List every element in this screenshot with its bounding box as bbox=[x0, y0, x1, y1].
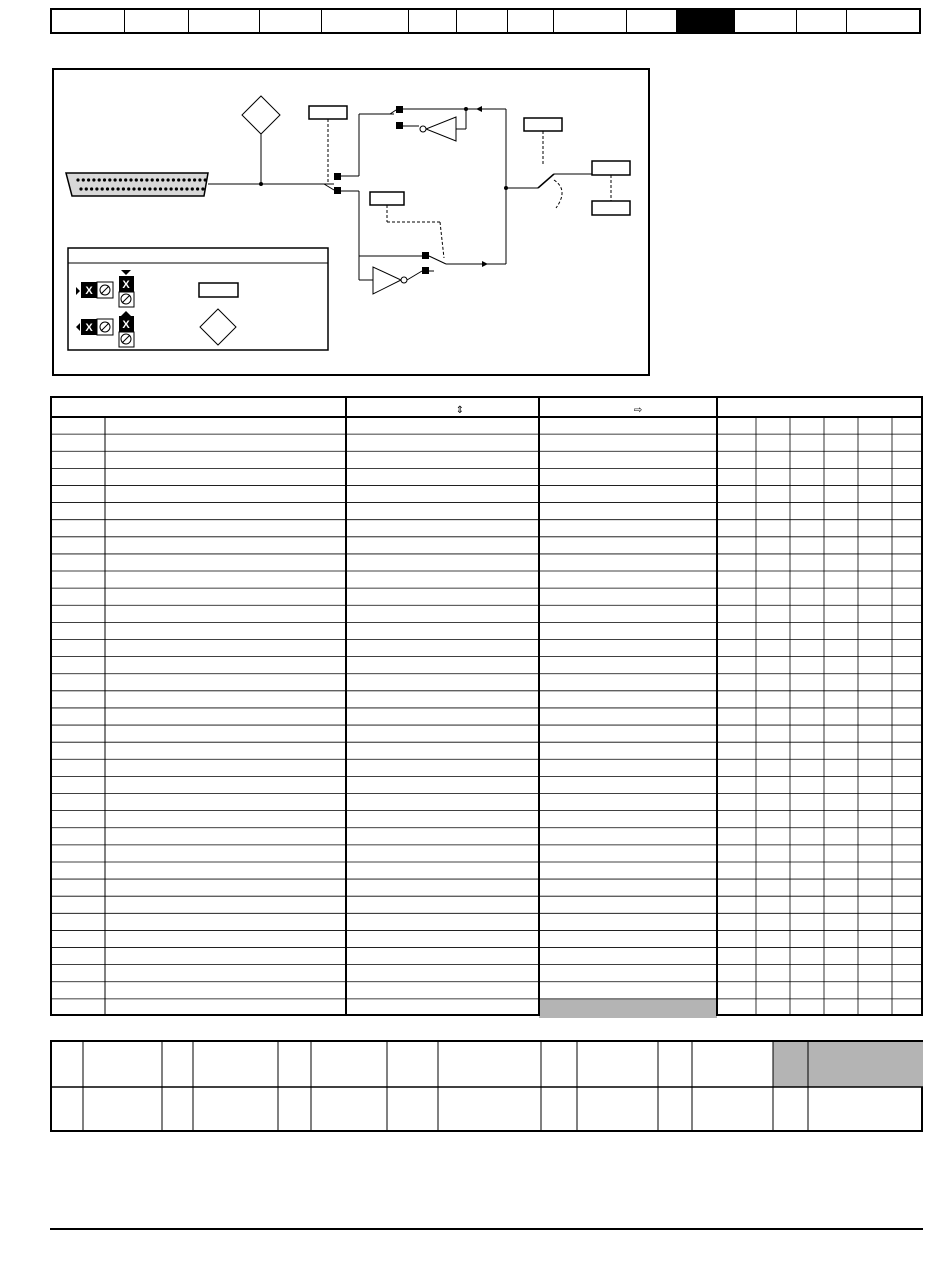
parameter-table bbox=[50, 396, 923, 1016]
parameter-box bbox=[199, 283, 238, 297]
default-arrow-icon: ⇨ bbox=[633, 405, 643, 416]
section-tab[interactable] bbox=[189, 10, 260, 32]
section-tab[interactable] bbox=[797, 10, 848, 32]
section-tab[interactable] bbox=[409, 10, 457, 32]
section-tab[interactable] bbox=[627, 10, 677, 32]
input-terminal-icon bbox=[76, 282, 113, 298]
svg-text:X: X bbox=[85, 322, 93, 334]
section-tab[interactable] bbox=[847, 10, 919, 32]
parameter-table-grid bbox=[52, 398, 925, 1018]
logic-diagram-svg bbox=[54, 70, 652, 378]
connector-icon bbox=[66, 173, 208, 196]
section-tab[interactable] bbox=[260, 10, 322, 32]
parameter-box bbox=[370, 192, 404, 205]
section-tab[interactable] bbox=[677, 10, 735, 32]
footer-rule bbox=[50, 1228, 923, 1230]
decision-diamond bbox=[242, 96, 280, 134]
output-terminal-vertical-icon bbox=[119, 311, 134, 347]
section-tabs bbox=[50, 8, 921, 34]
svg-text:X: X bbox=[122, 279, 130, 291]
svg-text:X: X bbox=[122, 319, 130, 331]
parameter-box bbox=[309, 106, 347, 119]
coding-key-grid bbox=[52, 1042, 925, 1134]
section-tab[interactable] bbox=[508, 10, 554, 32]
svg-text:X: X bbox=[85, 285, 93, 297]
section-tab[interactable] bbox=[554, 10, 628, 32]
section-tab[interactable] bbox=[52, 10, 125, 32]
logic-diagram bbox=[52, 68, 650, 376]
section-tab[interactable] bbox=[322, 10, 410, 32]
section-tab[interactable] bbox=[125, 10, 190, 32]
legend bbox=[68, 248, 328, 350]
parameter-box bbox=[592, 161, 630, 175]
output-terminal-icon bbox=[76, 319, 113, 335]
section-tab[interactable] bbox=[735, 10, 797, 32]
parameter-box bbox=[592, 201, 630, 215]
parameter-box bbox=[524, 118, 562, 131]
coding-key-table bbox=[50, 1040, 923, 1132]
range-arrow-icon: ⇕ bbox=[455, 405, 465, 416]
section-tab[interactable] bbox=[457, 10, 508, 32]
